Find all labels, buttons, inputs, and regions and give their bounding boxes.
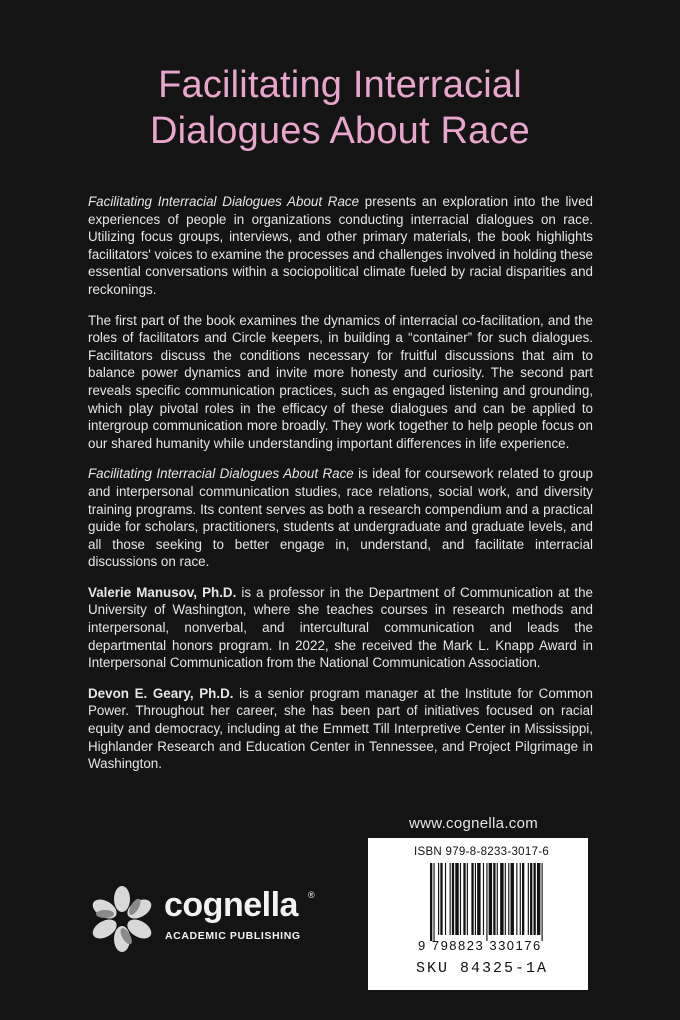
back-cover-description — [88, 193, 593, 786]
barcode-label — [368, 838, 588, 990]
book-title-italic: Facilitating Interracial Dialogues About Race — [88, 466, 354, 482]
book-title — [0, 62, 680, 154]
publisher-logo — [86, 884, 326, 954]
publisher-tagline: ACADEMIC PUBLISHING — [165, 930, 301, 942]
book-title-italic: Facilitating Interracial Dialogues About Race — [88, 194, 360, 209]
description-paragraph-3 — [88, 465, 593, 571]
sku-text: SKU 84325-1A — [416, 960, 549, 977]
author-bio-text: is a professor in the Department of Communication at the University of Washington, where she teaches courses in research methods and interpersonal, nonverbal, and intercultural communication and leads the departmental honors program. In 2022, she received the Mark L. Knapp Award in Interpersonal Communication from the National Communication Association. — [88, 584, 593, 671]
author-bio-1 — [88, 584, 593, 672]
publisher-name: cognella — [164, 886, 298, 924]
publisher-website: www.cognella.com — [409, 815, 539, 832]
paragraph-text: presents an exploration into the lived experiences of people in organizations conducting interracial dialogues on race. Utilizing focus groups, interviews, and other primary materials, the book highlights facilitators' voices to examine the processes and challenges involved in holding these essential conversations within a sociopolitical climate fueled by racial disparities and reckonings. — [88, 194, 593, 297]
paragraph-text: is ideal for coursework related to group and interpersonal communication studies, race relations, social work, and diversity training programs. Its content serves as both a research compendium and a practical guide for scholars, practitioners, students at undergraduate and graduate levels, and all those seeking to better engage in, understand, and facilitate interracial discussions on race. — [88, 466, 593, 570]
cognella-pinwheel-icon — [86, 884, 158, 954]
author-bio-2 — [88, 685, 593, 773]
isbn-text: ISBN 979-8-8233-3017-6 — [414, 846, 550, 858]
book-title-line-2: Dialogues About Race — [149, 110, 531, 152]
barcode-icon — [430, 863, 580, 941]
description-paragraph-2: The first part of the book examines the dynamics of interracial co-facilitation, and the roles of facilitators and Circle keepers, in building a “container” for such dialogues. Facilitators discuss the conditions necessary for fruitful discussions that aim to balance power dynamics and invite more honesty and curiosity. The second part reveals specific communication practices, such as engaged listening and grounding, which play pivotal roles in the efficacy of these dialogues and can be applied to intergroup communication more broadly. They work together to help people focus on our shared humanity while understanding important differences in life experience. — [88, 312, 593, 451]
book-title-line-1: Facilitating Interracial — [158, 64, 522, 106]
author-name: Valerie Manusov, Ph.D. — [88, 584, 237, 600]
description-paragraph-1 — [88, 193, 593, 299]
registered-mark: ® — [308, 890, 315, 900]
author-name: Devon E. Geary, Ph.D. — [88, 685, 234, 701]
author-bio-text: is a senior program manager at the Institute for Common Power. Throughout her career, she has been part of initiatives focused on racial equity and democracy, including at the Emmett Till Interpretive Center in Mississippi, Highlander Research and Education Center in Tennessee, and Project Pilgrimage in Washington. — [88, 685, 593, 772]
isbn-digits: 9 798823 330176 — [418, 938, 542, 953]
